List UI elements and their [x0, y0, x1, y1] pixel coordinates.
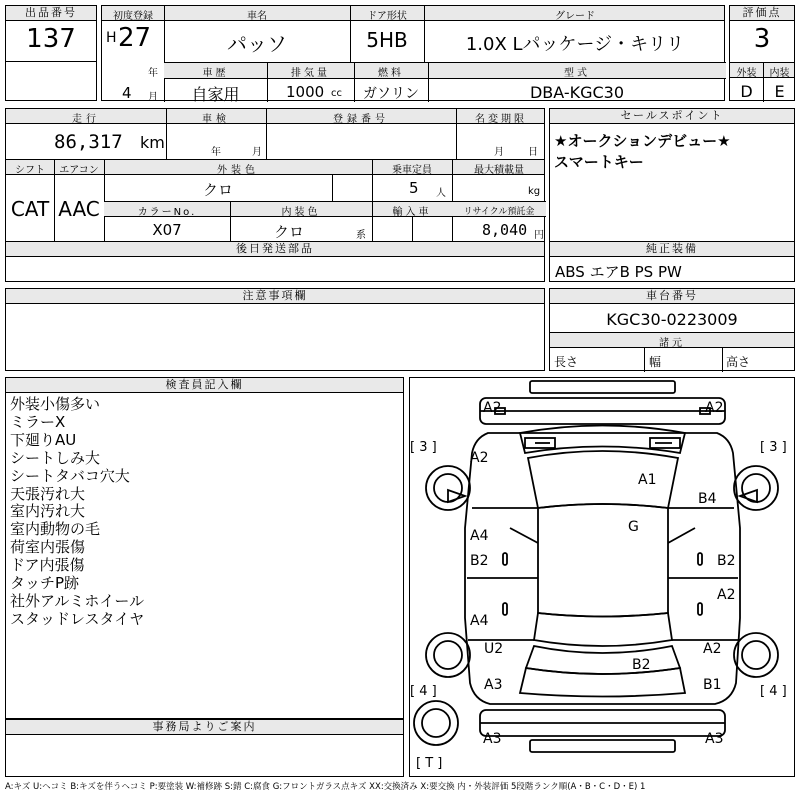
inspector-notes — [10, 396, 144, 629]
sales-points-box — [549, 108, 795, 242]
inspector-note: シートタバコ穴大 — [10, 466, 130, 485]
sales-point-line: スマートキー — [554, 153, 644, 171]
door-value: 5HB — [366, 28, 408, 52]
grade-value: 1.0X Lパッケージ・キリリ — [465, 34, 685, 55]
equipment-box — [549, 241, 795, 282]
first-reg-era: H — [106, 30, 117, 46]
chassis-label: 車台番号 — [550, 289, 794, 304]
capacity-value: 5 — [409, 179, 419, 197]
specs-width: 幅 — [649, 355, 662, 369]
tire-tread-front-right: [ 3 ] — [760, 440, 787, 455]
int-color-value: クロ — [273, 223, 304, 241]
inspector-note: 外装小傷多い — [10, 395, 101, 413]
damage-mark: A4 — [470, 528, 489, 544]
equipment-label: 純正装備 — [550, 242, 794, 257]
damage-mark: A2 — [470, 450, 489, 466]
history-label: 車歴 — [202, 68, 229, 79]
inspector-box — [5, 377, 404, 719]
ext-color-value: クロ — [202, 181, 233, 199]
damage-mark: A3 — [483, 731, 502, 747]
mileage-value: 86,317 — [54, 131, 123, 153]
damage-mark: A2 — [703, 641, 722, 657]
damage-mark: B2 — [470, 553, 489, 569]
shift-label: シフト — [15, 165, 45, 176]
capacity-unit: 人 — [436, 188, 446, 199]
lot-number-value: 137 — [26, 24, 76, 54]
damage-mark: U2 — [484, 641, 504, 657]
chassis-box — [549, 288, 795, 371]
damage-mark: A3 — [484, 677, 503, 693]
damage-legend: A:キズ U:ヘコミ B:キズを伴うヘコミ P:要塗装 W:補修跡 S:錆 C:腐食 G:フロントガラス点キズ XX:交換済み X:要交換 内・外装評価 5段階ランク順(A・B・C・D・E) 1 — [5, 782, 646, 792]
inspector-note: ミラーX — [10, 412, 66, 431]
inspector-note: 室内汚れ大 — [10, 502, 86, 521]
car-name-value: パッソ — [227, 32, 287, 56]
specs-length: 長さ — [554, 355, 579, 369]
damage-mark: A4 — [470, 613, 489, 629]
damage-mark: G — [628, 519, 639, 535]
exterior-grade-value: D — [740, 82, 753, 101]
inspector-label: 検査員記入欄 — [6, 378, 403, 393]
displacement-label: 排気量 — [291, 68, 330, 79]
office-box — [5, 719, 404, 777]
tire-tread-front-left: [ 3 ] — [410, 440, 437, 455]
damage-mark: B2 — [717, 553, 736, 569]
inspector-note: シートしみ大 — [10, 448, 101, 467]
inspector-note: 室内動物の毛 — [10, 520, 101, 539]
exterior-grade-label: 外装 — [736, 68, 757, 79]
score-value: 3 — [753, 24, 771, 54]
specs-label: 諸元 — [659, 338, 685, 349]
door-label: ドア形状 — [367, 11, 407, 22]
history-value: 自家用 — [191, 85, 240, 104]
lot-number-label: 出品番号 — [6, 6, 96, 21]
first-reg-label: 初度登録 — [113, 11, 153, 22]
sales-point-line: ★オークションデビュー★ — [554, 132, 731, 150]
inspection-month-unit: 月 — [252, 147, 262, 158]
specs-height: 高さ — [726, 355, 751, 369]
damage-mark: B1 — [703, 677, 722, 693]
color-no-value: X07 — [152, 221, 182, 239]
recycle-value: 8,040 — [482, 221, 528, 239]
tire-tread-rear-right: [ 4 ] — [760, 684, 787, 699]
damage-mark: B4 — [698, 491, 717, 507]
model-value: DBA-KGC30 — [529, 83, 625, 102]
damage-mark: A2 — [483, 400, 502, 416]
first-reg-year: 27 — [118, 23, 152, 53]
inspector-note: 荷室内張傷 — [10, 538, 86, 557]
vehicle-detail-info — [5, 108, 545, 242]
tire-tread-rear-left: [ 4 ] — [410, 684, 437, 699]
interior-grade-label: 内装 — [769, 68, 790, 79]
sales-points-label: セールスポイント — [550, 109, 794, 124]
inspector-note: スタッドレスタイヤ — [10, 609, 145, 628]
car-name-label: 車名 — [247, 11, 267, 22]
car-outline-icon — [410, 378, 794, 776]
grade-label: グレード — [555, 11, 595, 22]
inspector-note: ドア内張傷 — [10, 556, 85, 575]
caution-label: 注意事項欄 — [6, 289, 544, 304]
displacement-unit: cc — [331, 88, 342, 99]
spare-tire-label: [ T ] — [416, 756, 443, 771]
fuel-value: ガソリン — [363, 86, 419, 102]
max-load-unit: kg — [528, 186, 541, 197]
vehicle-basic-info — [101, 5, 725, 104]
title-deadline-month-unit: 月 — [494, 147, 504, 158]
inspector-note: 天張汚れ大 — [10, 484, 86, 503]
equipment-value: ABS エアB PS PW — [555, 263, 682, 281]
lot-number-box — [5, 5, 97, 101]
inspection-label: 車検 — [202, 114, 230, 125]
aircon-label: エアコン — [59, 165, 99, 176]
first-reg-year-unit: 年 — [148, 68, 158, 79]
inspector-note: 下廻りAU — [10, 430, 77, 449]
first-reg-month: 4 — [122, 84, 132, 102]
title-deadline-day-unit: 日 — [528, 147, 538, 158]
ext-color-label: 外装色 — [217, 165, 259, 176]
shift-value: CAT — [10, 197, 50, 221]
damage-diagram — [409, 377, 795, 777]
title-deadline-label: 名変期限 — [475, 114, 527, 125]
inspector-note: タッチP跡 — [10, 574, 80, 593]
damage-mark: A3 — [705, 731, 724, 747]
mileage-label: 走行 — [72, 114, 100, 125]
plate-label: 登録番号 — [333, 114, 389, 125]
inspection-year-unit: 年 — [211, 147, 221, 158]
first-reg-month-unit: 月 — [148, 92, 158, 103]
displacement-value: 1000 — [286, 83, 325, 101]
int-color-unit: 系 — [356, 230, 366, 241]
int-color-label: 内装色 — [281, 207, 321, 218]
damage-mark: A2 — [705, 400, 724, 416]
damage-mark: B2 — [632, 657, 651, 673]
mileage-unit: km — [140, 133, 165, 152]
interior-grade-value: E — [774, 82, 785, 101]
damage-mark: A2 — [717, 587, 736, 603]
later-parts-box — [5, 241, 545, 282]
max-load-label: 最大積載量 — [474, 165, 524, 176]
color-no-label: カラーNo. — [137, 207, 197, 218]
model-label: 型式 — [564, 68, 590, 79]
caution-box — [5, 288, 545, 371]
damage-mark: A1 — [638, 472, 657, 488]
inspector-note: 社外アルミホイール — [10, 591, 145, 610]
recycle-unit: 円 — [534, 230, 544, 241]
chassis-value: KGC30-0223009 — [606, 310, 738, 329]
later-parts-label: 後日発送部品 — [6, 242, 544, 257]
capacity-label: 乗車定員 — [392, 165, 432, 176]
aircon-value: AAC — [58, 197, 100, 221]
fuel-label: 燃料 — [378, 68, 404, 79]
office-label: 事務局よりご案内 — [6, 720, 403, 735]
score-box — [729, 5, 795, 101]
recycle-label: リサイクル預託金 — [463, 207, 535, 217]
score-label: 評価点 — [730, 6, 794, 21]
import-label: 輸入車 — [392, 207, 432, 218]
